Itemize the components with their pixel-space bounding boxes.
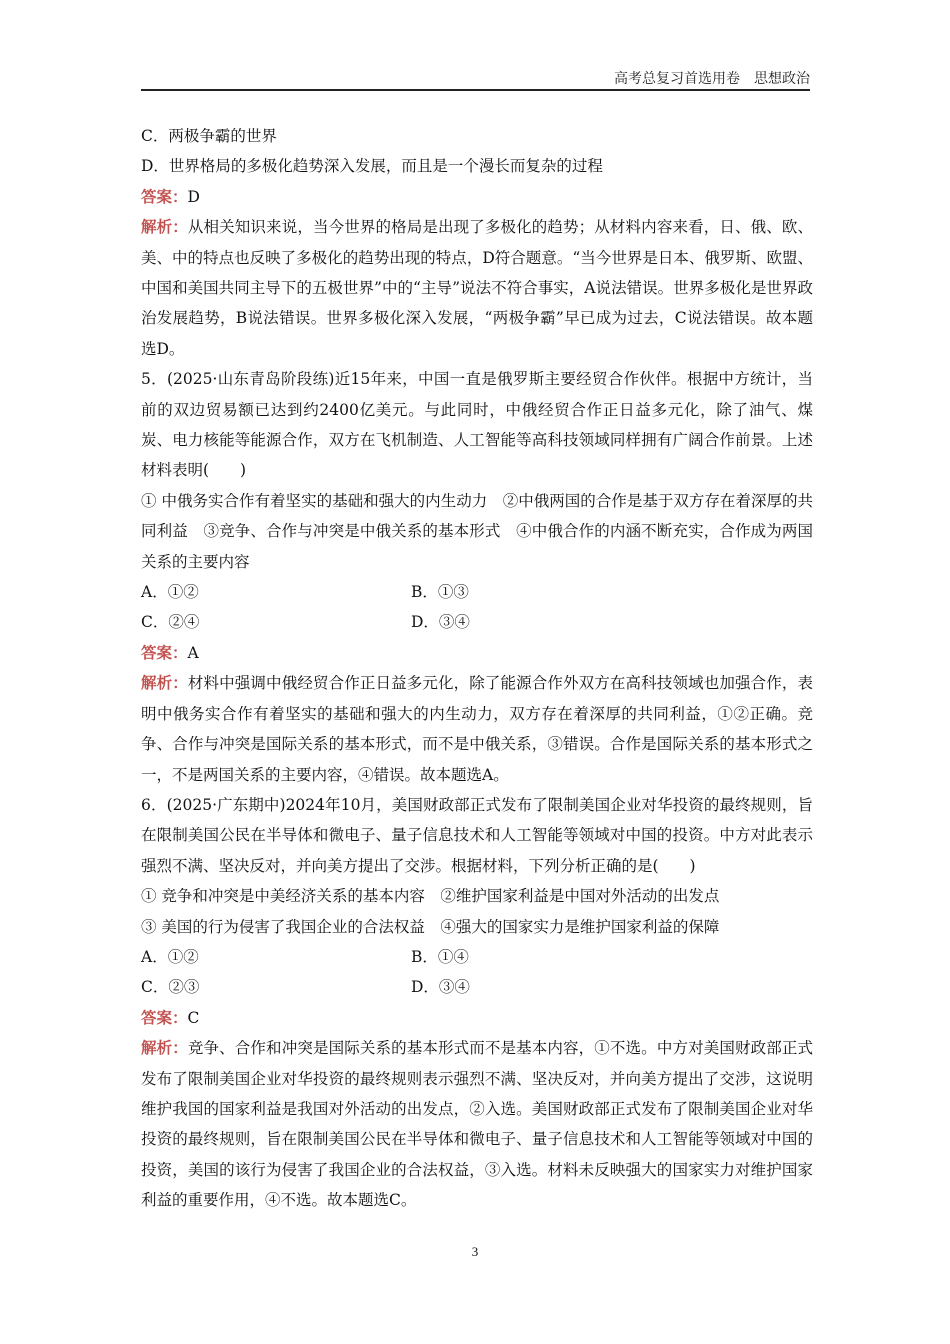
q5-option-c: C．②④	[141, 613, 200, 632]
q6-option-b: B．①④	[411, 947, 469, 966]
answer-label: 答案：	[141, 186, 188, 206]
q5-option-b: B．①③	[411, 583, 469, 602]
answer-label: 答案：	[141, 1007, 188, 1027]
q6-option-d: D．③④	[411, 978, 470, 997]
q6-options-row-1	[141, 942, 813, 972]
prev-option-c: C．两极争霸的世界	[141, 127, 277, 145]
q6-option-c: C．②③	[141, 978, 200, 997]
prev-analysis	[141, 212, 813, 364]
q5-stem: 5．(2025·山东青岛阶段练)近15年来，中国一直是俄罗斯主要经贸合作伙伴。根据中方统计，当前的双边贸易额已达到约2400亿美元。与此同时，中俄经贸合作正日益多元化，除了油气、煤炭、电力核能等能源合作，双方在飞机制造、人工智能等高科技领域同样拥有广阔合作前景。上述材料表明( )	[141, 370, 813, 480]
q6-option-a: A．①②	[141, 947, 199, 966]
page-content	[141, 121, 813, 1216]
page-number: 3	[471, 1244, 479, 1259]
analysis-label: 解析：	[141, 673, 188, 693]
q6-statements-line-2: ③ 美国的行为侵害了我国企业的合法权益 ④强大的国家实力是维护国家利益的保障	[141, 917, 720, 936]
q6-stem: 6．(2025·广东期中)2024年10月，美国财政部正式发布了限制美国企业对华投资的最终规则，旨在限制美国公民在半导体和微电子、量子信息技术和人工智能等领域对中国的投资。中方对此表示强烈不满、坚决反对，并向美方提出了交涉。根据材料，下列分析正确的是( )	[141, 795, 813, 875]
running-header: 高考总复习首选用卷 思想政治	[614, 71, 810, 87]
analysis-text: 竞争、合作和冲突是国际关系的基本形式而不是基本内容，①不选。中方对美国财政部正式发布了限制美国企业对华投资的最终规则表示强烈不满、坚决反对，并向美方提出了交涉，这说明维护我国的国家利益是我国对外活动的出发点，②入选。美国财政部正式发布了限制美国企业对华投资的最终规则，旨在限制美国公民在半导体和微电子、量子信息技术和人工智能等领域对中国的投资，美国的该行为侵害了我国企业的合法权益，③入选。材料未反映强大的国家实力对维护国家利益的重要作用，④不选。故本题选C。	[141, 1039, 813, 1210]
q5-options-row-1	[141, 577, 813, 607]
q5-options-row-2	[141, 607, 813, 637]
answer-value: A	[187, 643, 199, 662]
analysis-label: 解析：	[141, 1038, 188, 1058]
analysis-text: 从相关知识来说，当今世界的格局是出现了多极化的趋势；从材料内容来看，日、俄、欧、美、中的特点也反映了多极化的趋势出现的特点，D符合题意。“当今世界是日本、俄罗斯、欧盟、中国和美国共同主导下的五极世界”中的“主导”说法不符合事实，A说法错误。世界多极化是世界政治发展趋势，B说法错误。世界多极化深入发展，“两极争霸”早已成为过去，C说法错误。故本题选D。	[141, 218, 813, 358]
q6-statements-line-1: ① 竞争和冲突是中美经济关系的基本内容 ②维护国家利益是中国对外活动的出发点	[141, 887, 720, 906]
answer-value: D	[187, 187, 200, 206]
analysis-text: 材料中强调中俄经贸合作正日益多元化，除了能源合作外双方在高科技领域也加强合作，表明中俄务实合作有着坚实的基础和强大的内生动力，双方存在着深厚的共同利益，①②正确。竞争、合作与冲突是国际关系的基本形式，而不是中俄关系，③错误。合作是国际关系的基本形式之一，不是两国关系的主要内容，④错误。故本题选A。	[141, 674, 813, 784]
q5-option-a: A．①②	[141, 583, 199, 602]
analysis-label: 解析：	[141, 217, 188, 237]
q5-answer	[141, 638, 813, 668]
q5-option-d: D．③④	[411, 613, 470, 632]
q5-statements: ① 中俄务实合作有着坚实的基础和强大的内生动力 ②中俄两国的合作是基于双方存在着深厚的共同利益 ③竞争、合作与冲突是中俄关系的基本形式 ④中俄合作的内涵不断充实，合作成为两国关系的主要内容	[141, 491, 813, 571]
prev-answer	[141, 182, 813, 212]
q6-options-row-2	[141, 972, 813, 1002]
answer-value: C	[187, 1008, 200, 1027]
q6-analysis	[141, 1033, 813, 1215]
answer-label: 答案：	[141, 642, 188, 662]
q5-analysis	[141, 668, 813, 790]
header-divider	[141, 89, 810, 91]
prev-option-d: D．世界格局的多极化趋势深入发展，而且是一个漫长而复杂的过程	[141, 157, 603, 176]
q6-answer	[141, 1003, 813, 1033]
